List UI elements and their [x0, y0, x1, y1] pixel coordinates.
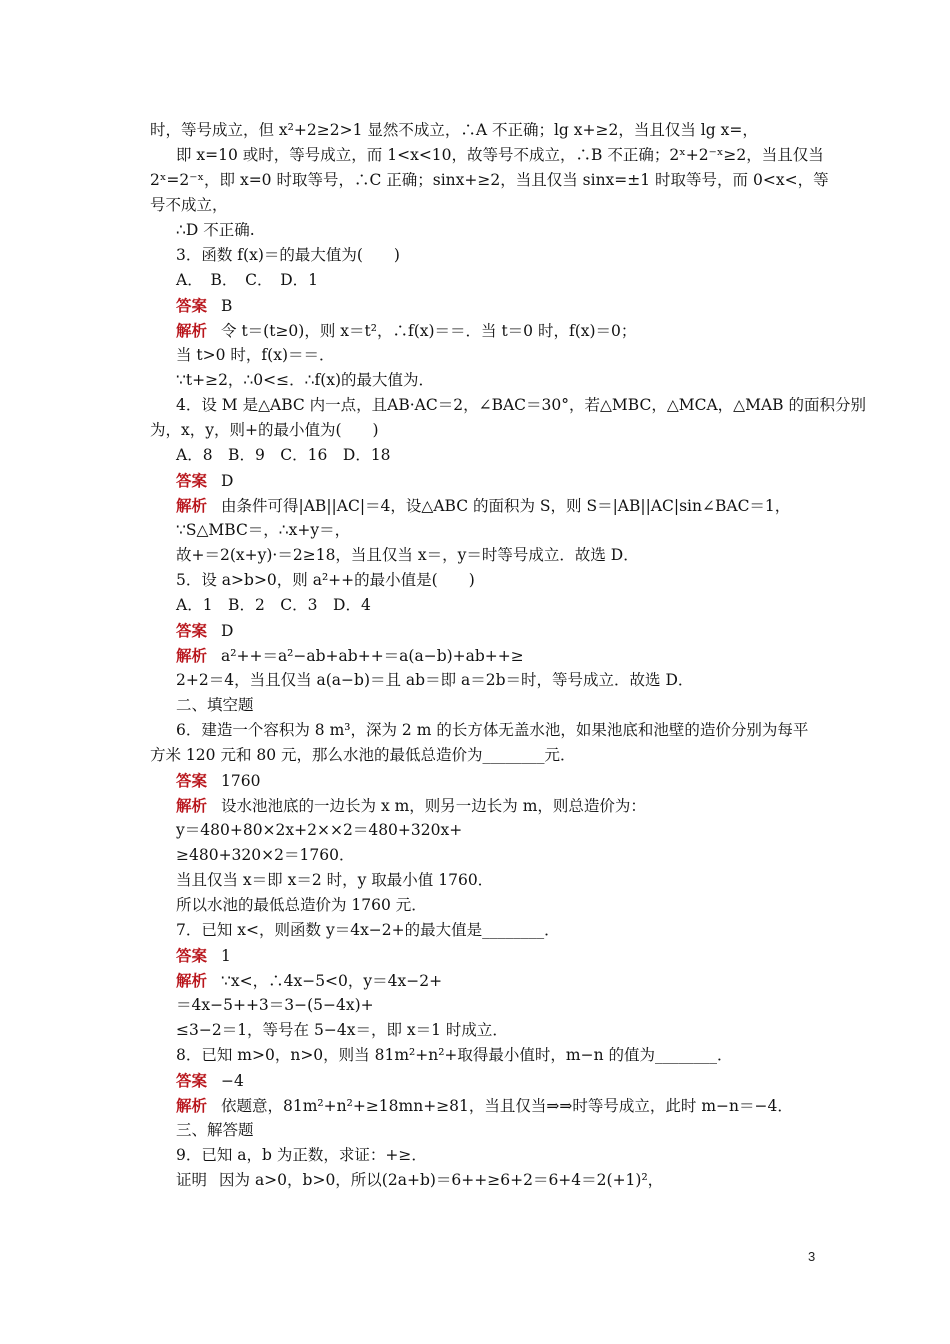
question-6-stem: 6．建造一个容积为 8 m³，深为 2 m 的长方体无盖水池，如果池底和池壁的造价分别为每平	[176, 721, 809, 739]
question-9-stem: 9．已知 a，b 为正数，求证：+≥．	[176, 1146, 427, 1164]
question-4-stem: 4．设 M 是△ABC 内一点，且AB·AC＝2，∠BAC＝30°，若△MBC，△MCA，△MAB 的面积分别	[176, 396, 866, 414]
text-line: 故+＝2(x+y)·＝2≥18，当且仅当 x＝，y＝时等号成立．故选 D．	[176, 546, 639, 564]
proof-text: 因为 a>0，b>0，所以(2a+b)＝6++≥6+2＝6+4＝2(+1)²，	[219, 1171, 664, 1189]
text-line: 即 x=10 或时，等号成立，而 1<x<10，故等号不成立，∴B 不正确；2ˣ+2⁻ˣ≥2，当且仅当	[176, 146, 824, 164]
section-heading: 三、解答题	[176, 1121, 254, 1139]
text-line: 方米 120 元和 80 元，那么水池的最低总造价为________元．	[150, 746, 576, 764]
question-8-answer	[150, 1068, 830, 1093]
proof-tag: 证明	[176, 1171, 208, 1189]
question-4-options: A．8 B．9 C．16 D．18	[176, 446, 391, 464]
text-line: ≤3−2＝1，等号在 5−4x＝，即 x＝1 时成立．	[176, 1021, 508, 1039]
answer-tag: 答案	[176, 771, 208, 790]
question-3-analysis	[150, 318, 830, 343]
text-line: ∵t+≥2，∴0<≤．∴f(x)的最大值为．	[176, 371, 435, 389]
answer-value: B	[221, 297, 233, 315]
text-line: 当 t>0 时，f(x)＝＝．	[176, 346, 335, 364]
text-line: 当且仅当 x＝即 x＝2 时，y 取最小值 1760．	[176, 871, 494, 889]
page-number: 3	[808, 1249, 816, 1264]
question-4-answer	[150, 468, 830, 493]
answer-value: −4	[221, 1072, 244, 1090]
analysis-text: a²++＝a²−ab+ab++＝a(a−b)+ab++≥	[221, 647, 524, 665]
question-9-proof	[150, 1168, 830, 1193]
question-4-analysis	[150, 493, 830, 518]
question-3-stem: 3．函数 f(x)＝的最大值为( )	[176, 246, 400, 264]
analysis-text: ∵x<，∴4x−5<0，y＝4x−2+	[221, 972, 443, 990]
text-line: 号不成立，	[150, 196, 228, 214]
question-7-stem: 7．已知 x<，则函数 y＝4x−2+的最大值是________．	[176, 921, 560, 939]
analysis-tag: 解析	[176, 646, 208, 665]
analysis-text: 设水池池底的一边长为 x m，则另一边长为 m，则总造价为：	[221, 797, 646, 815]
text-line: y＝480+80×2x+2××2＝480+320x+	[176, 821, 463, 839]
analysis-tag: 解析	[176, 796, 208, 815]
text-line: 时，等号成立，但 x²+2≥2>1 显然不成立，∴A 不正确；lg x+≥2，当且仅当 lg x=，	[150, 121, 758, 139]
answer-tag: 答案	[176, 946, 208, 965]
text-line: ∵S△MBC＝，∴x+y＝，	[176, 521, 351, 539]
answer-value: D	[221, 472, 234, 490]
analysis-text: 依题意，81m²+n²+≥18mn+≥81，当且仅当⇒⇒时等号成立，此时 m−n＝−4．	[221, 1097, 793, 1115]
analysis-text: 令 t＝(t≥0)，则 x＝t²，∴f(x)＝＝．当 t＝0 时，f(x)＝0；	[221, 322, 637, 340]
analysis-tag: 解析	[176, 496, 208, 515]
answer-value: 1760	[221, 772, 261, 790]
text-line: 2+2＝4，当且仅当 a(a−b)＝且 ab＝即 a＝2b＝时，等号成立．故选 D．	[176, 671, 694, 689]
text-line: ＝4x−5++3＝3−(5−4x)+	[176, 996, 374, 1014]
analysis-tag: 解析	[176, 321, 208, 340]
text-line: 所以水池的最低总造价为 1760 元．	[176, 896, 427, 914]
question-5-analysis	[150, 643, 830, 668]
section-heading: 二、填空题	[176, 696, 254, 714]
answer-tag: 答案	[176, 621, 208, 640]
question-5-answer	[150, 618, 830, 643]
question-5-stem: 5．设 a>b>0，则 a²++的最小值是( )	[176, 571, 475, 589]
question-6-analysis	[150, 793, 830, 818]
answer-value: D	[221, 622, 234, 640]
answer-value: 1	[221, 947, 231, 965]
question-8-stem: 8．已知 m>0，n>0，则当 81m²+n²+取得最小值时，m−n 的值为________．	[176, 1046, 733, 1064]
question-3-answer	[150, 293, 830, 318]
answer-tag: 答案	[176, 296, 208, 315]
question-3-options: A． B． C． D．1	[176, 271, 318, 289]
text-line: ≥480+320×2＝1760．	[176, 846, 355, 864]
answer-tag: 答案	[176, 1071, 208, 1090]
analysis-tag: 解析	[176, 971, 208, 990]
answer-tag: 答案	[176, 471, 208, 490]
analysis-text: 由条件可得|AB||AC|＝4，设△ABC 的面积为 S，则 S＝|AB||AC|sin∠BAC＝1，	[221, 497, 791, 515]
question-7-analysis	[150, 968, 830, 993]
text-line: ∴D 不正确.	[176, 221, 255, 239]
page-body	[150, 118, 866, 1193]
question-5-options: A．1 B．2 C．3 D．4	[176, 596, 371, 614]
text-line: 2ˣ=2⁻ˣ，即 x=0 时取等号，∴C 正确；sinx+≥2，当且仅当 sinx=±1 时取等号，而 0<x<，等	[150, 171, 829, 189]
text-line: 为，x，y，则+的最小值为( )	[150, 421, 379, 439]
question-7-answer	[150, 943, 830, 968]
analysis-tag: 解析	[176, 1096, 208, 1115]
question-8-analysis	[150, 1093, 830, 1118]
question-6-answer	[150, 768, 830, 793]
